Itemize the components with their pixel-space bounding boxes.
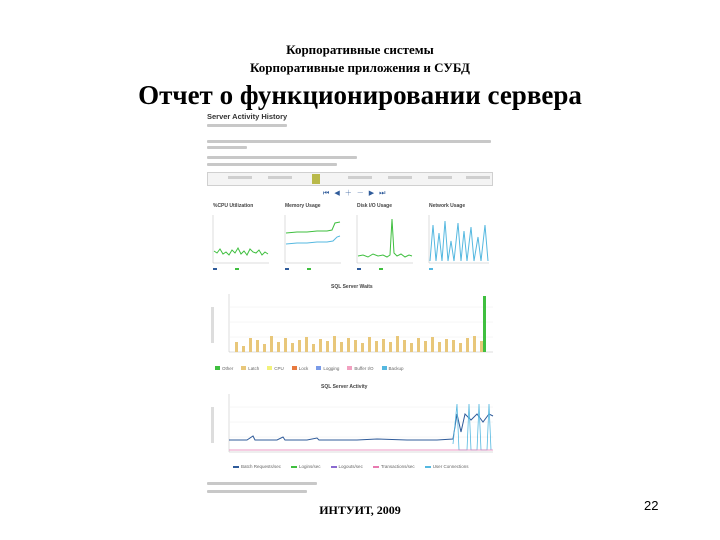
wait-bar <box>263 344 266 352</box>
wait-bar <box>452 340 455 352</box>
wait-bar <box>396 336 399 352</box>
report-text-line <box>207 140 491 143</box>
memory-chart-plot <box>277 211 345 273</box>
legend-item: Transactions/sec <box>373 464 415 469</box>
wait-bar <box>480 341 483 352</box>
activity-legend <box>233 464 493 469</box>
server-activity-report <box>203 110 495 500</box>
wait-bar <box>340 342 343 352</box>
wait-bar <box>361 343 364 352</box>
wait-bar <box>466 338 469 352</box>
timeline-navigation <box>323 188 390 198</box>
disk-chart-title: Disk I/O Usage <box>357 203 393 209</box>
report-heading: Server Activity History <box>207 112 288 121</box>
last-icon[interactable]: ⏭ <box>379 189 391 197</box>
report-subtitle-line <box>207 124 287 127</box>
footer-publisher: ИНТУИТ, 2009 <box>319 503 401 517</box>
timeline-selection-handle[interactable] <box>312 174 320 184</box>
wait-bar <box>242 346 245 352</box>
wait-bar <box>354 340 357 352</box>
prev-icon[interactable]: ◀ <box>334 189 345 197</box>
report-footnote-line <box>207 482 317 485</box>
wait-bar <box>424 341 427 352</box>
network-usage-chart <box>421 203 489 273</box>
wait-bar <box>312 344 315 352</box>
network-chart-plot <box>421 211 493 273</box>
legend-item: User Connections <box>425 464 469 469</box>
legend-item: Backup <box>382 366 404 371</box>
activity-chart <box>207 392 495 462</box>
legend-item: Logging <box>316 366 339 371</box>
wait-bar <box>431 337 434 352</box>
disk-io-chart <box>349 203 417 273</box>
wait-bar <box>368 337 371 352</box>
report-text-line <box>207 163 337 166</box>
legend-item: Other <box>215 366 233 371</box>
wait-bar <box>347 338 350 352</box>
first-icon[interactable]: ⏮ <box>323 189 335 197</box>
wait-bar <box>284 338 287 352</box>
memory-usage-chart <box>277 203 345 273</box>
wait-bar <box>445 339 448 352</box>
report-text-line <box>207 156 357 159</box>
legend-item: Logouts/sec <box>331 464 363 469</box>
legend-item: Latch <box>241 366 259 371</box>
wait-bar <box>256 340 259 352</box>
wait-bar <box>417 338 420 352</box>
timeline-scrollbar[interactable] <box>207 172 493 186</box>
cpu-chart-title: %CPU Utilization <box>213 203 254 209</box>
legend-item: CPU <box>267 366 284 371</box>
waits-bars <box>235 296 486 352</box>
zoom-in-icon[interactable]: ＋ <box>344 189 357 197</box>
report-footnote-line <box>207 490 307 493</box>
wait-bar <box>298 340 301 352</box>
wait-bar <box>375 341 378 352</box>
wait-bar <box>438 342 441 352</box>
wait-bar <box>305 337 308 352</box>
wait-bar <box>326 341 329 352</box>
course-subtitle: Корпоративные приложения и СУБД <box>250 60 470 75</box>
zoom-out-icon[interactable]: － <box>356 189 369 197</box>
waits-legend <box>215 366 495 371</box>
wait-bar <box>382 339 385 352</box>
wait-bar <box>459 343 462 352</box>
next-icon[interactable]: ▶ <box>368 189 380 197</box>
memory-chart-title: Memory Usage <box>285 203 321 209</box>
legend-item: Lock <box>292 366 309 371</box>
page-number: 22 <box>644 498 659 513</box>
legend-item: Batch Requests/sec <box>233 464 281 469</box>
cpu-chart-plot <box>205 211 273 273</box>
activity-chart-title: SQL Server Activity <box>321 384 368 390</box>
waits-chart <box>207 292 495 362</box>
wait-bar <box>333 336 336 352</box>
report-text-line <box>207 146 247 149</box>
legend-item: Logins/sec <box>291 464 321 469</box>
wait-bar <box>249 338 252 352</box>
wait-bar <box>403 340 406 352</box>
wait-bar <box>291 343 294 352</box>
disk-chart-plot <box>349 211 417 273</box>
wait-bar <box>235 342 238 352</box>
wait-bar <box>473 336 476 352</box>
network-chart-title: Network Usage <box>429 203 466 209</box>
wait-bar-peak <box>483 296 486 352</box>
course-title: Корпоративные системы <box>286 42 434 57</box>
cpu-utilization-chart <box>205 203 273 273</box>
waits-chart-title: SQL Server Waits <box>331 284 373 290</box>
legend-item: Buffer I/O <box>347 366 373 371</box>
wait-bar <box>410 343 413 352</box>
wait-bar <box>389 342 392 352</box>
slide-title: Отчет о функционировании сервера <box>138 80 582 110</box>
wait-bar <box>277 342 280 352</box>
wait-bar <box>270 336 273 352</box>
wait-bar <box>319 339 322 352</box>
